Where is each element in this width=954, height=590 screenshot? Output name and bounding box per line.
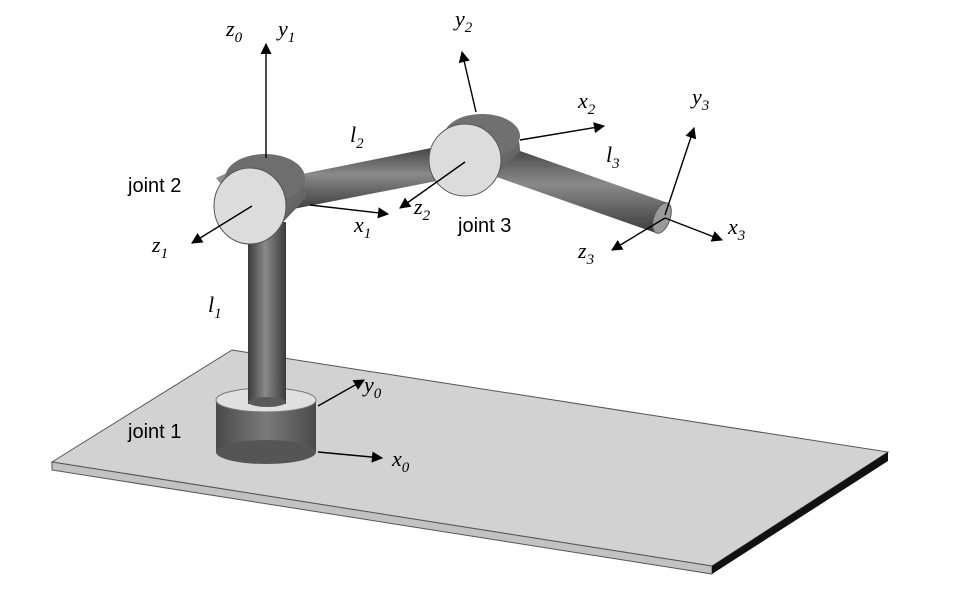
axis-x1 bbox=[310, 205, 388, 214]
link-1-bottom bbox=[248, 397, 286, 407]
link-2 bbox=[282, 145, 452, 210]
axis-y2 bbox=[462, 52, 476, 112]
label-joint-3: joint 3 bbox=[458, 215, 512, 237]
link-3 bbox=[488, 144, 668, 233]
label-y0: $y_0$ bbox=[364, 372, 382, 402]
axis-x3 bbox=[665, 218, 722, 240]
joint-3-cylinder bbox=[429, 114, 520, 196]
label-joint-2: joint 2 bbox=[128, 175, 182, 197]
label-x2: $x_2$ bbox=[578, 88, 596, 118]
label-z0: $z_0$ bbox=[226, 16, 243, 46]
base-plate bbox=[52, 350, 888, 574]
label-z2: $z_2$ bbox=[414, 194, 431, 224]
label-x3: $x_3$ bbox=[728, 214, 746, 244]
label-z3: $z_3$ bbox=[578, 238, 595, 268]
label-y2: $y_2$ bbox=[455, 6, 473, 36]
label-joint-1: joint 1 bbox=[128, 421, 182, 443]
label-l1: $l_1$ bbox=[208, 292, 222, 322]
label-l2: $l_2$ bbox=[350, 122, 364, 152]
label-y1: $y_1$ bbox=[278, 16, 296, 46]
axis-y3 bbox=[665, 128, 694, 215]
label-x1: $x_1$ bbox=[354, 212, 372, 242]
axis-x2 bbox=[520, 126, 604, 140]
link-1 bbox=[248, 222, 286, 404]
label-l3: $l_3$ bbox=[606, 142, 620, 172]
label-x0: $x_0$ bbox=[392, 446, 410, 476]
label-y3: $y_3$ bbox=[692, 84, 710, 114]
joint-2-cylinder bbox=[214, 154, 306, 244]
label-z1: $z_1$ bbox=[152, 232, 169, 262]
